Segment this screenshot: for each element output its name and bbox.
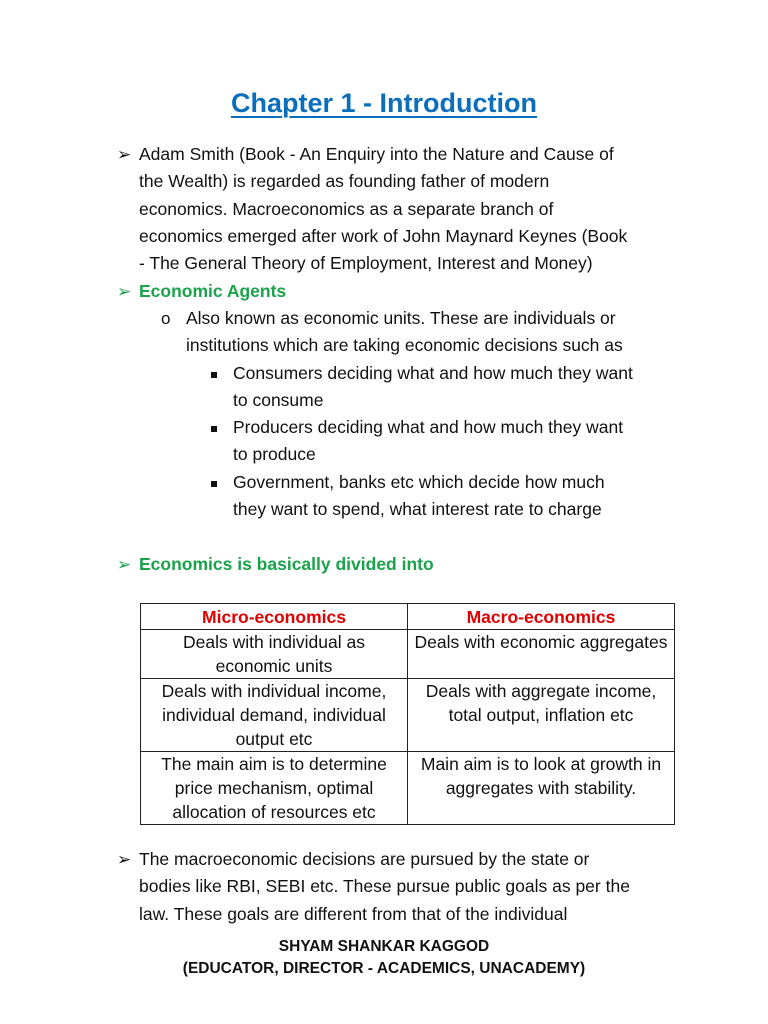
table-cell: Main aim is to look at growth in aggregates with stability.	[408, 752, 675, 825]
column-header-macro: Macro-economics	[408, 604, 675, 630]
text-line: Producers deciding what and how much they want	[233, 417, 624, 437]
table-header-row	[141, 604, 675, 630]
text-line: to produce	[233, 444, 316, 465]
table-cell: Deals with economic aggregates	[408, 630, 675, 679]
footer-author: SHYAM SHANKAR KAGGOD	[278, 938, 490, 955]
arrow-bullet-icon: ➢	[117, 145, 132, 164]
square-bullet-icon	[211, 469, 217, 496]
text-line: institutions which are taking economic decisions such as	[186, 335, 623, 356]
table-cell: Deals with aggregate income, total output, inflation etc	[408, 679, 675, 752]
text-line: to consume	[233, 390, 324, 411]
arrow-bullet-icon: ➢	[117, 282, 132, 301]
text-line: law. These goals are different from that of the individual	[139, 903, 568, 924]
agents-description	[186, 305, 706, 360]
table-cell: Deals with individual income, individual demand, individual output etc	[141, 679, 408, 752]
table-cell: The main aim is to determine price mechanism, optimal allocation of resources etc	[141, 752, 408, 825]
table-row	[141, 752, 675, 825]
macro-decisions-paragraph	[139, 846, 699, 928]
section-heading-economic-agents: Economic Agents	[139, 281, 287, 301]
text-line: Also known as economic units. These are individuals or	[186, 308, 616, 328]
footer-affiliation: (EDUCATOR, DIRECTOR - ACADEMICS, UNACADEMY)	[182, 960, 586, 977]
text-line: Adam Smith (Book - An Enquiry into the Nature and Cause of	[139, 144, 614, 164]
section-heading-division: Economics is basically divided into	[139, 554, 434, 574]
text-line: - The General Theory of Employment, Interest and Money)	[139, 253, 593, 274]
page-title: Chapter 1 - Introduction	[231, 88, 537, 118]
text-line: Government, banks etc which decide how much	[233, 472, 605, 492]
text-line: the Wealth) is regarded as founding father of modern	[139, 171, 550, 192]
text-line: economics. Macroeconomics as a separate branch of	[139, 198, 554, 219]
comparison-table	[140, 603, 675, 825]
table-row	[141, 630, 675, 679]
text-line: economics emerged after work of John Maynard Keynes (Book	[139, 225, 628, 246]
text-line: The macroeconomic decisions are pursued by the state or	[139, 849, 590, 869]
text-line: they want to spend, what interest rate to charge	[233, 499, 602, 520]
table-cell: Deals with individual as economic units	[141, 630, 408, 679]
square-bullet-icon	[211, 360, 217, 387]
column-header-micro: Micro-economics	[141, 604, 408, 630]
list-item	[233, 414, 713, 469]
square-bullet-icon	[211, 414, 217, 441]
arrow-bullet-icon: ➢	[117, 850, 132, 869]
arrow-bullet-icon: ➢	[117, 555, 132, 574]
list-item	[233, 360, 713, 415]
table-row	[141, 679, 675, 752]
list-item	[233, 469, 713, 524]
text-line: bodies like RBI, SEBI etc. These pursue public goals as per the	[139, 876, 630, 897]
intro-paragraph	[139, 141, 699, 277]
text-line: Consumers deciding what and how much they want	[233, 363, 633, 383]
circle-bullet-icon: o	[161, 309, 171, 328]
